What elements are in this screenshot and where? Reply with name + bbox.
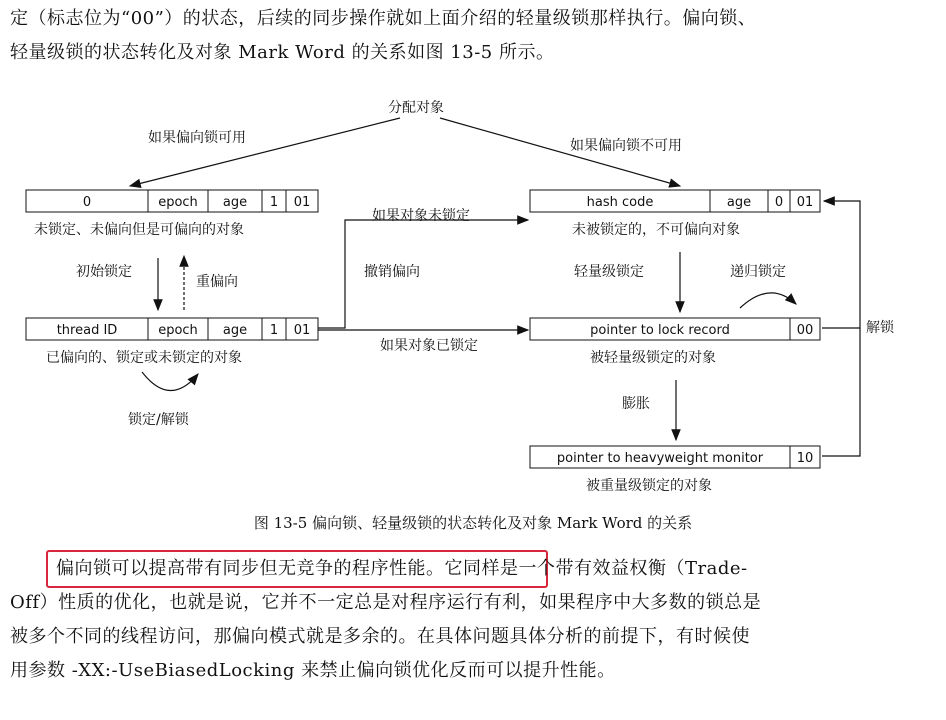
cell-hash-code: hash code <box>586 195 654 210</box>
unlocked-unbiasable-label: 未被锁定的，不可偏向对象 <box>572 222 740 238</box>
markword-heavyweight <box>530 446 820 468</box>
cell-lock-bits: 01 <box>293 323 311 338</box>
arrow-to-biasable <box>130 118 400 186</box>
cell-epoch: epoch <box>158 323 198 338</box>
initial-lock-label: 初始锁定 <box>76 264 132 280</box>
revoke-bias-label: 撤销偏向 <box>364 264 420 280</box>
markword-lightweight <box>530 318 820 340</box>
lock-unlock-loop <box>142 372 198 391</box>
arrow-revoke-if-not-locked <box>318 220 528 328</box>
bottom-paragraph <box>10 552 940 688</box>
cell-lock-bits: 10 <box>796 451 814 466</box>
cell-age: age <box>726 195 752 210</box>
cell-bias-bit: 1 <box>269 195 279 210</box>
lightweight-label: 被轻量级锁定的对象 <box>590 350 716 366</box>
bottom-paragraph-line-2: Off）性质的优化，也就是说，它并不一定总是对程序运行有利，如果程序中大多数的锁总是 <box>10 592 762 613</box>
top-paragraph-line-1: 定（标志位为“00”）的状态，后续的同步操作就如上面介绍的轻量级锁那样执行。偏向锁、 <box>10 8 757 29</box>
lightweight-lock-label: 轻量级锁定 <box>574 264 644 280</box>
cell-pointer-lock-record: pointer to lock record <box>590 323 730 338</box>
biased-label: 已偏向的、锁定或未锁定的对象 <box>46 350 242 366</box>
cell-age: age <box>222 323 248 338</box>
if-biased-unavailable-label: 如果偏向锁不可用 <box>570 138 682 154</box>
arrow-unlock <box>822 201 860 328</box>
state-transition-diagram <box>0 90 946 500</box>
cell-age: age <box>222 195 248 210</box>
if-not-locked-label: 如果对象未锁定 <box>372 208 470 224</box>
cell-pointer-heavyweight-monitor: pointer to heavyweight monitor <box>556 451 764 466</box>
bottom-paragraph-line-4: 用参数 -XX:-UseBiasedLocking 来禁止偏向锁优化反而可以提升性能。 <box>10 660 616 681</box>
bottom-paragraph-line-1 <box>10 552 940 586</box>
recursive-lock-label: 递归锁定 <box>730 264 786 280</box>
heavyweight-label: 被重量级锁定的对象 <box>586 478 712 494</box>
recursive-lock-loop <box>740 293 796 308</box>
highlighted-sentence: 偏向锁可以提高带有同步但无竞争的程序性能 <box>56 558 426 579</box>
markword-unlocked-biasable <box>26 190 318 212</box>
alloc-label: 分配对象 <box>388 100 444 116</box>
unlocked-biasable-label: 未锁定、未偏向但是可偏向的对象 <box>34 222 244 238</box>
rebias-label: 重偏向 <box>196 274 238 290</box>
cell-thread-id: thread ID <box>56 323 118 338</box>
figure-caption: 图 13-5 偏向锁、轻量级锁的状态转化及对象 Mark Word 的关系 <box>253 514 693 532</box>
if-biased-available-label: 如果偏向锁可用 <box>148 130 246 146</box>
top-paragraph <box>10 2 940 70</box>
cell-zero: 0 <box>82 195 92 210</box>
cell-lock-bits: 01 <box>293 195 311 210</box>
bottom-paragraph-line-3: 被多个不同的线程访问，那偏向模式就是多余的。在具体问题具体分析的前提下，有时候使 <box>10 626 750 647</box>
cell-bias-bit: 0 <box>774 195 784 210</box>
line-1-rest: 。它同样是一个带有效益权衡（Trade- <box>426 558 748 579</box>
unlock-label: 解锁 <box>866 320 894 336</box>
cell-bias-bit: 1 <box>269 323 279 338</box>
lock-unlock-label: 锁定/解锁 <box>128 412 189 428</box>
if-locked-label: 如果对象已锁定 <box>380 338 478 354</box>
cell-epoch: epoch <box>158 195 198 210</box>
arrow-heavyweight-unlock <box>822 328 860 456</box>
cell-lock-bits: 00 <box>796 323 814 338</box>
markword-biased <box>26 318 318 340</box>
top-paragraph-line-2: 轻量级锁的状态转化及对象 Mark Word 的关系如图 13-5 所示。 <box>10 42 555 63</box>
markword-unlocked-unbiasable <box>530 190 820 212</box>
inflate-label: 膨胀 <box>622 396 650 412</box>
cell-lock-bits: 01 <box>796 195 814 210</box>
